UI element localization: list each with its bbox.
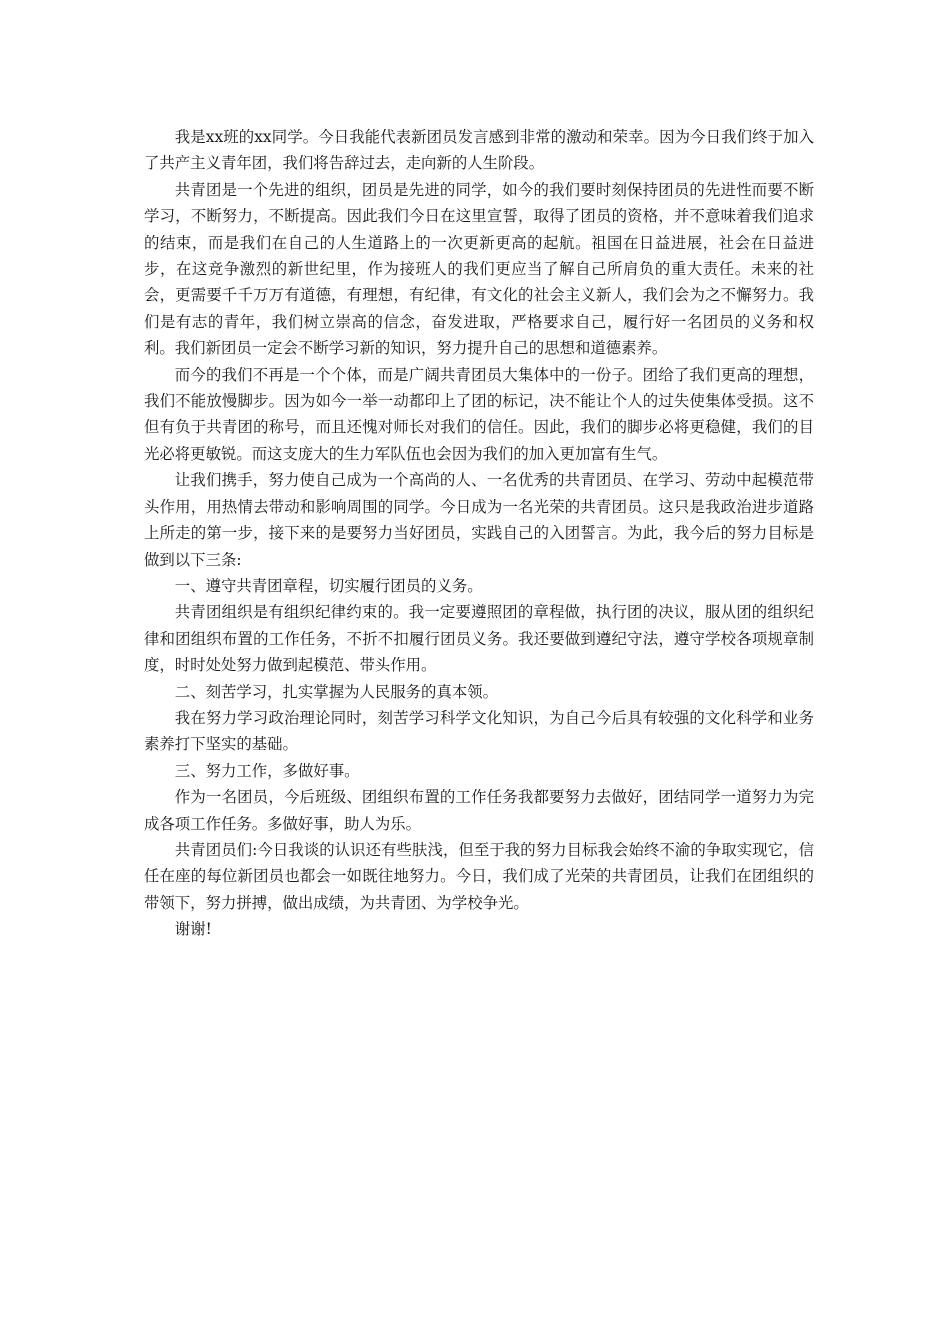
paragraph: 共青团组织是有组织纪律约束的。我一定要遵照团的章程做，执行团的决议，服从团的组织纪律和团组织布置的工作任务，不折不扣履行团员义务。我还要做到遵纪守法，遵守学校各项规章制度，时时处处努力做到起模范、带头作用。: [144, 603, 814, 675]
paragraph: 让我们携手，努力使自己成为一个高尚的人、一名优秀的共青团员、在学习、劳动中起模范带头作用，用热情去带动和影响周围的同学。今日成为一名光荣的共青团员。这只是我政治进步道路上所走的第一步，接下来的是要努力当好团员，实践自己的入团誓言。为此，我今后的努力目标是做到以下三条:: [144, 471, 814, 569]
paragraph: 我在努力学习政治理论同时，刻苦学习科学文化知识，为自己今后具有较强的文化科学和业务素养打下坚实的基础。: [144, 708, 814, 754]
paragraph: 三、努力工作，多做好事。: [174, 761, 360, 780]
document-body: [144, 124, 814, 943]
paragraph: 二、刻苦学习，扎实掌握为人民服务的真本领。: [174, 682, 499, 701]
paragraph: 我是xx班的xx同学。今日我能代表新团员发言感到非常的激动和荣幸。因为今日我们终于加入了共产主义青年团，我们将告辞过去，走向新的人生阶段。: [144, 128, 814, 173]
paragraph: 谢谢!: [174, 920, 212, 939]
paragraph: 而今的我们不再是一个个体，而是广阔共青团员大集体中的一份子。团给了我们更高的理想，我们不能放慢脚步。因为如今一举一动都印上了团的标记，决不能让个人的过失使集体受损。这不但有负于共青团的称号，而且还愧对师长对我们的信任。因此，我们的脚步必将更稳健，我们的目光必将更敏锐。而这支庞大的生力军队伍也会因为我们的加入更加富有生气。: [144, 365, 814, 463]
paragraph: 共青团员们:今日我谈的认识还有些肤浅，但至于我的努力目标我会始终不渝的争取实现它，信任在座的每位新团员也都会一如既往地努力。今日，我们成了光荣的共青团员，让我们在团组织的带领下，努力拼搏，做出成绩，为共青团、为学校争光。: [144, 840, 814, 912]
paragraph: 作为一名团员，今后班级、团组织布置的工作任务我都要努力去做好，团结同学一道努力为完成各项工作任务。多做好事，助人为乐。: [144, 788, 814, 833]
paragraph: 共青团是一个先进的组织，团员是先进的同学，如今的我们要时刻保持团员的先进性而要不断学习，不断努力，不断提高。因此我们今日在这里宣誓，取得了团员的资格，并不意味着我们追求的结束，而是我们在自己的人生道路上的一次更新更高的起航。祖国在日益进展，社会在日益进步，在这竞争激烈的新世纪里，作为接班人的我们更应当了解自己所肩负的重大责任。未来的社会，更需要千千万万有道德，有理想，有纪律，有文化的社会主义新人，我们会为之不懈努力。我们是有志的青年，我们树立崇高的信念，奋发进取，严格要求自己，履行好一名团员的义务和权利。我们新团员一定会不断学习新的知识，努力提升自己的思想和道德素养。: [144, 180, 814, 358]
paragraph: 一、遵守共青团章程，切实履行团员的义务。: [174, 576, 483, 595]
